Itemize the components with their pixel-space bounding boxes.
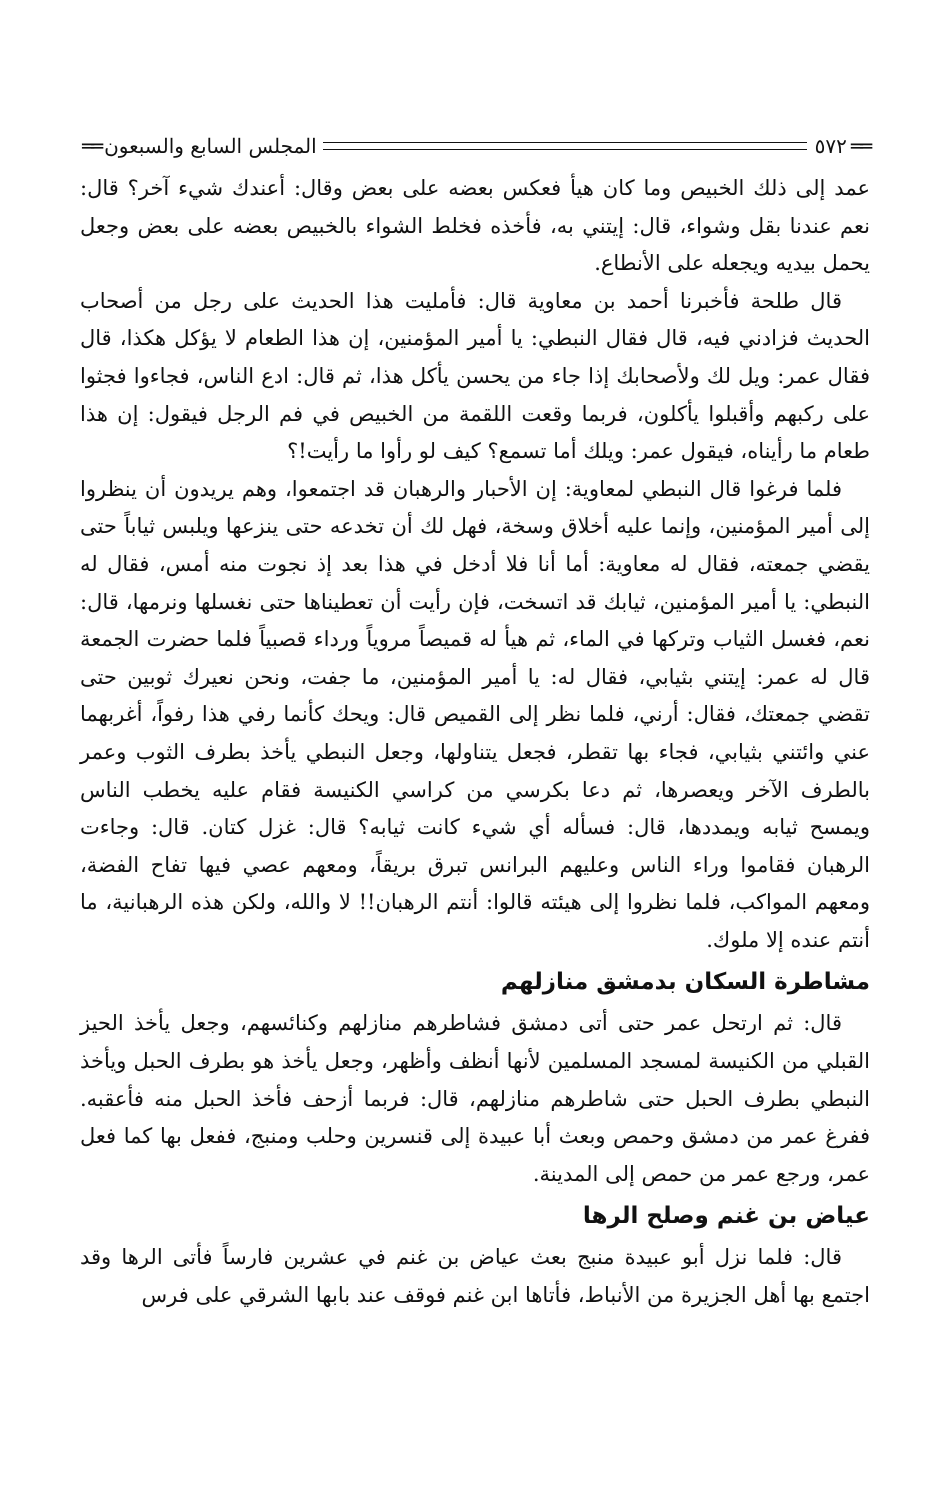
header-rule [323,142,807,150]
page-header [78,128,873,164]
paragraph-3: فلما فرغوا قال النبطي لمعاوية: إن الأحبار والرهبان قد اجتمعوا، وهم يريدون أن ينظروا إلى أمير المؤمنين، وإنما عليه أخلاق وسخة، فهل لك أن تخدعه حتى ينزعها ويلبس ثياباً حتى يقضي جمعته، فقال له معاوية: أما أنا فلا أدخل في هذا بعد إذ نجوت منه أمس، فقال له النبطي: يا أمير المؤمنين، ثيابك قد اتسخت، فإن رأيت أن تعطيناها حتى نغسلها ونرمها، قال: نعم، فغسل الثياب وتركها في الماء، ثم هيأ له قميصاً مروياً ورداء قصبياً فلما حضرت الجمعة قال له عمر: إيتني بثيابي، فقال له: يا أمير المؤمنين، ما جفت، ونحن نعيرك ثوبين حتى تقضي جمعتك، فقال: أرني، فلما نظر إلى القميص قال: ويحك كأنما رفي هذا رفواً، أغربهما عني وائتني بثيابي، فجاء بها تقطر، فجعل يتناولها، وجعل النبطي يأخذ بطرف الثوب وعمر بالطرف الآخر ويعصرها، ثم دعا بكرسي من كراسي الكنيسة فقام عليه يخطب الناس ويمسح ثيابه ويمددها، قال: فسأله أي شيء كانت ثيابه؟ قال: غزل كتان. قال: وجاءت الرهبان فقاموا وراء الناس وعليهم البرانس تبرق بريقاً، ومعهم عصي فيها تفاح الفضة، ومعهم المواكب، فلما نظروا إلى هيئته قالوا: أنتم الرهبان!! لا والله، ولكن هذه الرهبانية، ما أنتم عنده إلا ملوك. [80,476,870,952]
page-body [80,170,870,1315]
section-heading-damascus: مشاطرة السكان بدمشق منازلهم [500,969,870,996]
header-ornament-left: ══ [82,134,101,158]
section-heading-ruha: عياض بن غنم وصلح الرها [582,1203,870,1230]
chapter-title: المجلس السابع والسبعون [104,134,317,158]
paragraph-5: قال: فلما نزل أبو عبيدة منبج بعث عياض بن غنم في عشرين فارساً فأتى الرها وقد اجتمع بها أهل الجزيرة من الأنباط، فأتاها ابن غنم فوقف عند بابها الشرقي على فرس [80,1245,870,1308]
paragraph-1: عمد إلى ذلك الخبيص وما كان هيأ فعكس بعضه على بعض وقال: أعندك شيء آخر؟ قال: نعم عندنا بقل وشواء، قال: إيتني به، فأخذه فخلط الشواء بالخبيص بعضه على بعض وجعل يحمل بيديه ويجعله على الأنطاع. [80,176,871,276]
paragraph-2: قال طلحة فأخبرنا أحمد بن معاوية قال: فأمليت هذا الحديث على رجل من أصحاب الحديث فزادني فيه، قال فقال النبطي: يا أمير المؤمنين، إن هذا الطعام لا يؤكل هكذا، قال فقال عمر: ويل لك ولأصحابك إذا جاء من يحسن يأكل هذا، ثم قال: ادع الناس، فجاءوا فجثوا على ركبهم وأقبلوا يأكلون، فربما وقعت اللقمة من الخبيص في فم الرجل فيقول: إن هذا طعام ما رأيناه، فيقول عمر: ويلك أما تسمع؟ كيف لو رأوا ما رأيت!؟ [80,288,870,464]
paragraph-4: قال: ثم ارتحل عمر حتى أتى دمشق فشاطرهم منازلهم وكنائسهم، وجعل يأخذ الحيز القبلي من الكنيسة لمسجد المسلمين لأنها أنظف وأظهر، وجعل يأخذ هو بطرف الحبل ويأخذ النبطي بطرف الحبل حتى شاطرهم منازلهم، قال: فربما أزحف فأخذ الحبل منه فأعقبه. ففرغ عمر من دمشق وحمص وبعث أبا عبيدة إلى قنسرين وحلب ومنبج، ففعل بها كما فعل عمر، ورجع عمر من حمص إلى المدينة. [80,1011,870,1186]
page-number: ٥٧٢ [814,134,847,158]
header-ornament-right: ══ [850,134,869,158]
